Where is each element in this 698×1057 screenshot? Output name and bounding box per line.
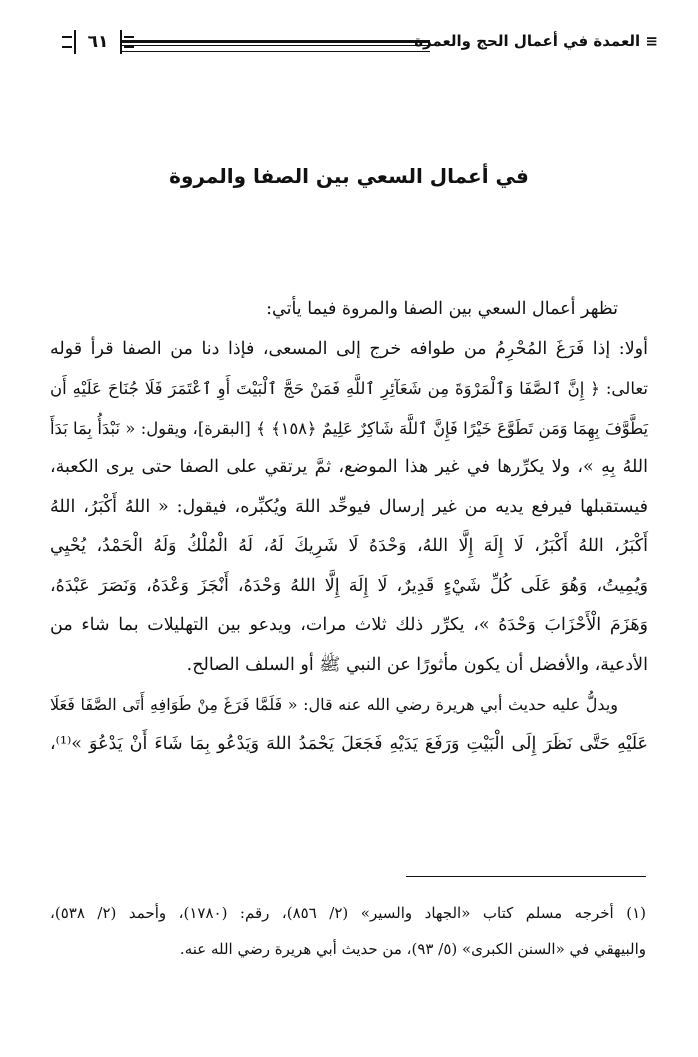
body-line: عَلَيْهِ حَتَّى نَظَرَ إِلَى الْبَيْتِ وَرَفَعَ يَدَيْهِ فَجَعَلَ يَحْمَدُ اللهَ وَيَدْعُو بِمَا شَاءَ أَنْ يَدْعُوَ »⁽¹⁾، — [50, 733, 648, 754]
body-line: تظهر أعمال السعي بين الصفا والمروة فيما يأتي: — [266, 299, 618, 319]
body-line: وَهَزَمَ الْأَحْزَابَ وَحْدَهُ »، يكرِّر ذلك ثلاث مرات، ويدعو بين التهليلات بما شاء من — [50, 615, 648, 635]
body-line: فيستقبلها فيرفع يديه من غير إرسال فيوحِّد اللهَ ويُكبِّره، فيقول: « اللهُ أَكْبَرُ، اللهُ — [50, 496, 648, 517]
running-header-title: ≡ العمدة في أعمال الحج والعمرة — [414, 32, 658, 50]
footnotes — [50, 895, 646, 967]
body-line: الأدعية، والأفضل أن يكون مأثورًا عن النبي ﷺ أو السلف الصالح. — [186, 654, 648, 675]
running-header — [58, 30, 658, 62]
footnote-line: والبيهقي في «السنن الكبرى» (٥/ ٩٣)، من حديث أبي هريرة رضي الله عنه. — [179, 940, 646, 958]
body-line: وَيُمِيتُ، وَهُوَ عَلَى كُلِّ شَيْءٍ قَدِيرٌ، لَا إِلَهَ إِلَّا اللهُ وَحْدَهُ، أَنْجَزَ وَعْدَهُ، وَنَصَرَ عَبْدَهُ، — [50, 575, 648, 596]
body-text — [50, 290, 648, 764]
chapter-title: في أعمال السعي بين الصفا والمروة — [169, 164, 529, 188]
footnote-separator — [406, 876, 646, 877]
body-line: أَكْبَرُ، اللهُ أَكْبَرُ، لَا إِلَهَ إِلَّا اللهُ، وَحْدَهُ لَا شَرِيكَ لَهُ، لَهُ الْمُلْكُ وَلَهُ الْحَمْدُ، يُحْيِي — [50, 536, 648, 556]
footnote-line: (١) أخرجه مسلم كتاب «الجهاد والسير» (٢/ ٨٥٦)، رقم: (١٧٨٠)، وأحمد (٢/ ٥٣٨)، — [50, 904, 646, 922]
body-line: تعالى: ﴿ إِنَّ ٱلصَّفَا وَٱلْمَرْوَةَ مِن شَعَآئِرِ ٱللَّهِ فَمَنْ حَجَّ ٱلْبَيْتَ أَوِ ٱعْتَمَرَ فَلَا جُنَاحَ عَلَيْهِ أَن — [50, 379, 648, 398]
header-rule — [120, 40, 430, 52]
body-line: أولا: إذا فَرَغَ المُحْرِمُ من طوافه خرج إلى المسعى، فإذا دنا من الصفا قرأ قوله — [50, 338, 649, 359]
body-line: يَطَّوَّفَ بِهِمَا وَمَن تَطَوَّعَ خَيْرًا فَإِنَّ ٱللَّهَ شَاكِرٌ عَلِيمٌ ﴿١٥٨﴾ ﴾ [البقرة]، ويقول: « نَبْدَأُ بِمَا بَدَأَ — [50, 418, 649, 438]
body-line: ويدلُّ عليه حديث أبي هريرة رضي الله عنه قال: « فَلَمَّا فَرَغَ مِنْ طَوَافِهِ أَتَى الصَّفَا فَعَلَا — [50, 695, 618, 714]
page-number: ٦١ — [74, 30, 122, 54]
body-line: اللهُ بِهِ »، ولا يكرِّرها في غير هذا الموضع، ثمَّ يرتقي على الصفا حتى يرى الكعبة، — [50, 457, 648, 477]
